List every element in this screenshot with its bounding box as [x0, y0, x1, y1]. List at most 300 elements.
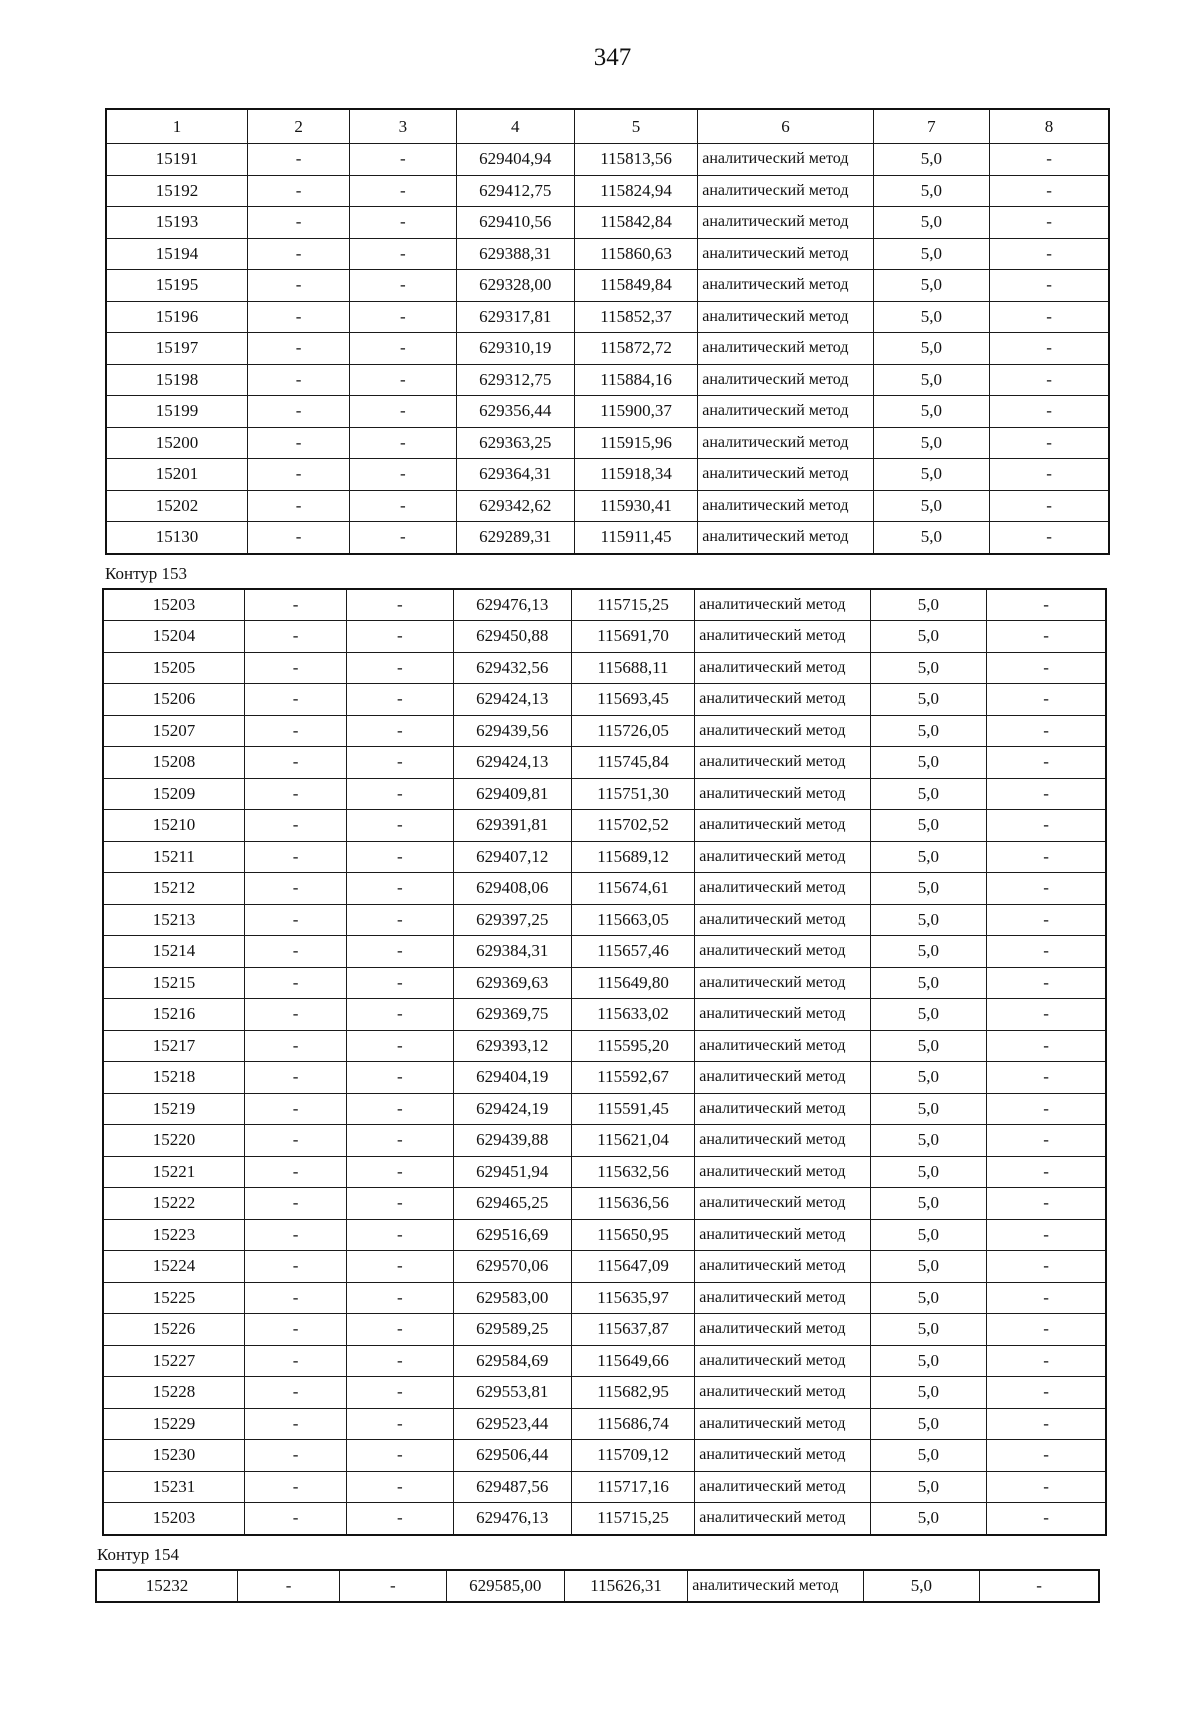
table-cell: аналитический метод	[695, 1156, 871, 1188]
table-cell: 5,0	[870, 873, 986, 905]
table-row	[103, 873, 1106, 905]
table-cell: -	[987, 1408, 1106, 1440]
table-cell: 115709,12	[571, 1440, 694, 1472]
table-cell: 115682,95	[571, 1377, 694, 1409]
contour-154-table	[95, 1569, 1100, 1604]
table-cell: 629397,25	[453, 904, 571, 936]
table-cell: -	[987, 967, 1106, 999]
table-row	[103, 999, 1106, 1031]
table-cell: -	[987, 1314, 1106, 1346]
table-cell: 15213	[103, 904, 244, 936]
table-cell: 5,0	[873, 490, 989, 522]
table-cell: 629439,88	[453, 1125, 571, 1157]
table-cell: аналитический метод	[695, 1188, 871, 1220]
table-cell: 115689,12	[571, 841, 694, 873]
table-cell: 15227	[103, 1345, 244, 1377]
table-cell: 115849,84	[574, 270, 697, 302]
table-row	[103, 1062, 1106, 1094]
table-cell: -	[987, 873, 1106, 905]
table-row	[103, 1125, 1106, 1157]
table-cell: -	[350, 427, 456, 459]
table-cell: аналитический метод	[698, 427, 874, 459]
table-cell: 15229	[103, 1408, 244, 1440]
table-cell: аналитический метод	[695, 652, 871, 684]
table-cell: -	[347, 1251, 453, 1283]
table-cell: -	[347, 684, 453, 716]
table-cell: 5,0	[870, 1062, 986, 1094]
table-cell: -	[244, 621, 346, 653]
table-cell: 629312,75	[456, 364, 574, 396]
table-cell: аналитический метод	[698, 301, 874, 333]
table-cell: 5,0	[863, 1570, 979, 1603]
table-cell: 115751,30	[571, 778, 694, 810]
table-cell: -	[347, 621, 453, 653]
table-cell: -	[987, 1471, 1106, 1503]
table-row	[103, 1156, 1106, 1188]
table-cell: -	[244, 1093, 346, 1125]
column-header: 4	[456, 109, 574, 144]
table-cell: 5,0	[870, 810, 986, 842]
table-cell: -	[347, 747, 453, 779]
table-cell: 115852,37	[574, 301, 697, 333]
table-cell: -	[247, 459, 349, 491]
table-cell: аналитический метод	[695, 1251, 871, 1283]
column-header: 6	[698, 109, 874, 144]
table-cell: 15196	[106, 301, 247, 333]
table-cell: аналитический метод	[695, 810, 871, 842]
table-cell: аналитический метод	[698, 175, 874, 207]
table-cell: 5,0	[870, 1440, 986, 1472]
table-cell: -	[350, 396, 456, 428]
table-cell: -	[350, 301, 456, 333]
table-cell: -	[244, 1125, 346, 1157]
table-cell: -	[244, 1156, 346, 1188]
table-cell: 115813,56	[574, 144, 697, 176]
table-cell: 115621,04	[571, 1125, 694, 1157]
table-cell: -	[350, 333, 456, 365]
table-cell: 115657,46	[571, 936, 694, 968]
table-cell: 115860,63	[574, 238, 697, 270]
table-cell: 5,0	[870, 621, 986, 653]
table-cell: 15191	[106, 144, 247, 176]
table-cell: 5,0	[873, 364, 989, 396]
table-row	[103, 904, 1106, 936]
table-cell: 5,0	[873, 270, 989, 302]
table-cell: 15194	[106, 238, 247, 270]
table-row	[106, 490, 1109, 522]
table-cell: 115688,11	[571, 652, 694, 684]
table-cell: 115911,45	[574, 522, 697, 554]
table-cell: 115715,25	[571, 1503, 694, 1535]
table-cell: 115647,09	[571, 1251, 694, 1283]
table-cell: аналитический метод	[695, 967, 871, 999]
table-cell: 629465,25	[453, 1188, 571, 1220]
table-cell: 629487,56	[453, 1471, 571, 1503]
table-cell: -	[347, 873, 453, 905]
table-cell: -	[987, 936, 1106, 968]
table-cell: -	[987, 715, 1106, 747]
table-cell: -	[350, 522, 456, 554]
table-cell: аналитический метод	[695, 936, 871, 968]
table-cell: -	[247, 396, 349, 428]
table-cell: -	[247, 333, 349, 365]
table-cell: 15199	[106, 396, 247, 428]
table-cell: -	[350, 238, 456, 270]
table-cell: 5,0	[870, 715, 986, 747]
table-cell: 5,0	[870, 1503, 986, 1535]
table-cell: 15192	[106, 175, 247, 207]
table-cell: 15208	[103, 747, 244, 779]
table-cell: -	[244, 1408, 346, 1440]
table-cell: -	[247, 175, 349, 207]
table-cell: 15216	[103, 999, 244, 1031]
table-cell: 15231	[103, 1471, 244, 1503]
table-cell: -	[244, 1471, 346, 1503]
table-row	[106, 364, 1109, 396]
table-cell: аналитический метод	[695, 1125, 871, 1157]
table-cell: 629409,81	[453, 778, 571, 810]
table-cell: -	[990, 364, 1109, 396]
table-cell: 15195	[106, 270, 247, 302]
table-cell: аналитический метод	[695, 747, 871, 779]
table-cell: 5,0	[870, 1156, 986, 1188]
table-cell: 5,0	[873, 238, 989, 270]
table-cell: -	[987, 904, 1106, 936]
table-cell: -	[347, 1314, 453, 1346]
table-cell: -	[990, 522, 1109, 554]
table-cell: 15130	[106, 522, 247, 554]
table-cell: -	[347, 1345, 453, 1377]
table-cell: -	[347, 1062, 453, 1094]
table-cell: 629424,13	[453, 684, 571, 716]
table-cell: 115649,80	[571, 967, 694, 999]
table-cell: 629410,56	[456, 207, 574, 239]
table-cell: 5,0	[870, 904, 986, 936]
table-cell: -	[350, 490, 456, 522]
table-cell: -	[244, 589, 346, 621]
table-cell: 629412,75	[456, 175, 574, 207]
table-cell: 629317,81	[456, 301, 574, 333]
table-row	[103, 715, 1106, 747]
table-cell: 5,0	[870, 589, 986, 621]
table-cell: 5,0	[870, 1219, 986, 1251]
table-cell: -	[987, 1345, 1106, 1377]
table-cell: -	[990, 238, 1109, 270]
table-row	[103, 810, 1106, 842]
column-header: 2	[247, 109, 349, 144]
table-cell: 5,0	[873, 333, 989, 365]
table-cell: 629424,19	[453, 1093, 571, 1125]
table-cell: 5,0	[870, 841, 986, 873]
table-cell: 115726,05	[571, 715, 694, 747]
table-cell: 5,0	[870, 652, 986, 684]
table-cell: аналитический метод	[695, 1503, 871, 1535]
table-cell: -	[244, 1377, 346, 1409]
contour-label: Контур 154	[97, 1544, 180, 1564]
table-cell: -	[347, 967, 453, 999]
table-cell: -	[350, 175, 456, 207]
table-cell: 15214	[103, 936, 244, 968]
table-cell: аналитический метод	[698, 396, 874, 428]
table-cell: -	[347, 589, 453, 621]
table-cell: -	[987, 1125, 1106, 1157]
table-cell: 629369,75	[453, 999, 571, 1031]
table-cell: 15223	[103, 1219, 244, 1251]
table-cell: 115595,20	[571, 1030, 694, 1062]
table-cell: 629451,94	[453, 1156, 571, 1188]
table-cell: 15221	[103, 1156, 244, 1188]
table-cell: -	[347, 1471, 453, 1503]
table-row	[106, 270, 1109, 302]
table-cell: 15207	[103, 715, 244, 747]
table-cell: 15206	[103, 684, 244, 716]
table-cell: аналитический метод	[698, 333, 874, 365]
table-cell: -	[350, 459, 456, 491]
table-cell: -	[244, 873, 346, 905]
page-number: 347	[593, 44, 632, 71]
table-cell: 115717,16	[571, 1471, 694, 1503]
table-cell: -	[987, 621, 1106, 653]
table-cell: аналитический метод	[695, 1408, 871, 1440]
table-cell: 5,0	[870, 1471, 986, 1503]
table-cell: аналитический метод	[695, 999, 871, 1031]
table-cell: аналитический метод	[698, 270, 874, 302]
table-row	[103, 967, 1106, 999]
table-cell: -	[247, 364, 349, 396]
table-cell: аналитический метод	[688, 1570, 864, 1603]
table-cell: 115686,74	[571, 1408, 694, 1440]
table-row	[106, 333, 1109, 365]
table-cell: 115650,95	[571, 1219, 694, 1251]
table-cell: 115824,94	[574, 175, 697, 207]
table-cell: 115872,72	[574, 333, 697, 365]
table-cell: 115636,56	[571, 1188, 694, 1220]
table-cell: 5,0	[870, 936, 986, 968]
table-cell: -	[244, 747, 346, 779]
table-cell: -	[347, 778, 453, 810]
table-cell: аналитический метод	[695, 1062, 871, 1094]
table-cell: 5,0	[870, 1345, 986, 1377]
table-cell: -	[244, 1345, 346, 1377]
table-cell: 629450,88	[453, 621, 571, 653]
contour-153-table	[102, 588, 1107, 1536]
table-cell: 5,0	[873, 427, 989, 459]
column-header: 5	[574, 109, 697, 144]
table-cell: 15228	[103, 1377, 244, 1409]
table-cell: аналитический метод	[698, 364, 874, 396]
table-cell: -	[347, 1156, 453, 1188]
table-cell: -	[347, 1408, 453, 1440]
table-cell: 115842,84	[574, 207, 697, 239]
table-row	[103, 1440, 1106, 1472]
table-cell: 5,0	[870, 778, 986, 810]
table-cell: аналитический метод	[695, 1093, 871, 1125]
table-cell: -	[347, 936, 453, 968]
table-cell: 15203	[103, 589, 244, 621]
table-cell: 115884,16	[574, 364, 697, 396]
table-cell: 5,0	[870, 1377, 986, 1409]
table-cell: 629432,56	[453, 652, 571, 684]
table-cell: аналитический метод	[695, 1471, 871, 1503]
table-cell: 115592,67	[571, 1062, 694, 1094]
table-cell: 115632,56	[571, 1156, 694, 1188]
table-cell: 5,0	[870, 967, 986, 999]
table-cell: -	[347, 841, 453, 873]
table-cell: -	[987, 1188, 1106, 1220]
table-cell: аналитический метод	[695, 621, 871, 653]
table-cell: -	[244, 810, 346, 842]
table-cell: 5,0	[870, 1314, 986, 1346]
table-cell: 629516,69	[453, 1219, 571, 1251]
table-cell: 115626,31	[564, 1570, 687, 1603]
table-cell: 15201	[106, 459, 247, 491]
table-cell: аналитический метод	[695, 841, 871, 873]
table-cell: -	[244, 715, 346, 747]
table-row	[103, 1093, 1106, 1125]
table-cell: -	[987, 589, 1106, 621]
table-cell: -	[987, 684, 1106, 716]
table-row	[103, 684, 1106, 716]
table-cell: 115715,25	[571, 589, 694, 621]
table-row	[106, 207, 1109, 239]
table-cell: 5,0	[870, 1251, 986, 1283]
table-cell: 629476,13	[453, 589, 571, 621]
table-cell: 5,0	[870, 1282, 986, 1314]
table-cell: аналитический метод	[695, 1282, 871, 1314]
table-cell: 629424,13	[453, 747, 571, 779]
table-cell: 115745,84	[571, 747, 694, 779]
table-cell: 5,0	[870, 1408, 986, 1440]
table-cell: 629369,63	[453, 967, 571, 999]
table-row	[106, 301, 1109, 333]
table-cell: -	[980, 1570, 1099, 1603]
table-cell: 15193	[106, 207, 247, 239]
table-cell: 15215	[103, 967, 244, 999]
column-header: 8	[990, 109, 1109, 144]
table-cell: 115900,37	[574, 396, 697, 428]
table-cell: 115693,45	[571, 684, 694, 716]
table-cell: 5,0	[873, 301, 989, 333]
table-row	[103, 652, 1106, 684]
table-row	[103, 778, 1106, 810]
table-cell: 629506,44	[453, 1440, 571, 1472]
table-cell: -	[247, 207, 349, 239]
table-cell: -	[990, 490, 1109, 522]
table-cell: 15230	[103, 1440, 244, 1472]
table-row	[106, 459, 1109, 491]
table-cell: 15197	[106, 333, 247, 365]
table-cell: -	[990, 270, 1109, 302]
table-cell: 5,0	[873, 144, 989, 176]
table-cell: 15210	[103, 810, 244, 842]
table-cell: -	[350, 270, 456, 302]
table-cell: -	[247, 490, 349, 522]
table-cell: аналитический метод	[695, 715, 871, 747]
table-row	[106, 238, 1109, 270]
table-cell: -	[244, 1440, 346, 1472]
table-cell: 5,0	[873, 207, 989, 239]
table-cell: 629328,00	[456, 270, 574, 302]
table-cell: -	[247, 301, 349, 333]
table-cell: 115663,05	[571, 904, 694, 936]
table-cell: 629391,81	[453, 810, 571, 842]
table-cell: -	[347, 1440, 453, 1472]
table-row	[103, 1282, 1106, 1314]
table-cell: -	[350, 364, 456, 396]
table-cell: 15204	[103, 621, 244, 653]
table-cell: -	[990, 333, 1109, 365]
table-cell: -	[244, 1188, 346, 1220]
table-cell: -	[987, 1093, 1106, 1125]
table-cell: аналитический метод	[698, 238, 874, 270]
table-cell: 629384,31	[453, 936, 571, 968]
table-cell: 15209	[103, 778, 244, 810]
table-row	[103, 1345, 1106, 1377]
table-cell: аналитический метод	[695, 1377, 871, 1409]
table-cell: аналитический метод	[695, 1314, 871, 1346]
column-header: 1	[106, 109, 247, 144]
table-row	[103, 1030, 1106, 1062]
table-cell: 5,0	[870, 747, 986, 779]
table-cell: -	[347, 1503, 453, 1535]
table-cell: -	[244, 778, 346, 810]
table-cell: -	[244, 1030, 346, 1062]
table-cell: аналитический метод	[698, 522, 874, 554]
table-row	[103, 841, 1106, 873]
table-cell: -	[347, 715, 453, 747]
table-cell: 629310,19	[456, 333, 574, 365]
table-cell: 115649,66	[571, 1345, 694, 1377]
table-cell: -	[990, 175, 1109, 207]
table-cell: 629523,44	[453, 1408, 571, 1440]
table-cell: 15219	[103, 1093, 244, 1125]
table-cell: 115930,41	[574, 490, 697, 522]
table-cell: 629388,31	[456, 238, 574, 270]
table-cell: 629289,31	[456, 522, 574, 554]
table-row	[103, 621, 1106, 653]
table-cell: 15212	[103, 873, 244, 905]
table-row	[103, 1219, 1106, 1251]
table-cell: -	[244, 999, 346, 1031]
table-cell: аналитический метод	[695, 778, 871, 810]
table-cell: -	[347, 904, 453, 936]
table-cell: -	[987, 1282, 1106, 1314]
table-cell: -	[987, 1377, 1106, 1409]
table-cell: 5,0	[873, 396, 989, 428]
table-row	[106, 396, 1109, 428]
table-cell: аналитический метод	[698, 144, 874, 176]
table-cell: -	[987, 747, 1106, 779]
table-cell: 15225	[103, 1282, 244, 1314]
table-cell: 5,0	[873, 459, 989, 491]
table-cell: 115591,45	[571, 1093, 694, 1125]
table-cell: -	[987, 652, 1106, 684]
table-row	[103, 589, 1106, 621]
table-cell: -	[347, 1030, 453, 1062]
table-cell: -	[990, 207, 1109, 239]
table-header-row	[106, 109, 1109, 144]
table-cell: 15202	[106, 490, 247, 522]
table-cell: аналитический метод	[695, 904, 871, 936]
table-row	[103, 1408, 1106, 1440]
table-cell: -	[244, 967, 346, 999]
coordinates-table	[105, 108, 1110, 555]
table-row	[103, 1377, 1106, 1409]
table-cell: -	[987, 810, 1106, 842]
table-cell: -	[987, 1503, 1106, 1535]
table-cell: -	[244, 1503, 346, 1535]
table-cell: -	[347, 1125, 453, 1157]
